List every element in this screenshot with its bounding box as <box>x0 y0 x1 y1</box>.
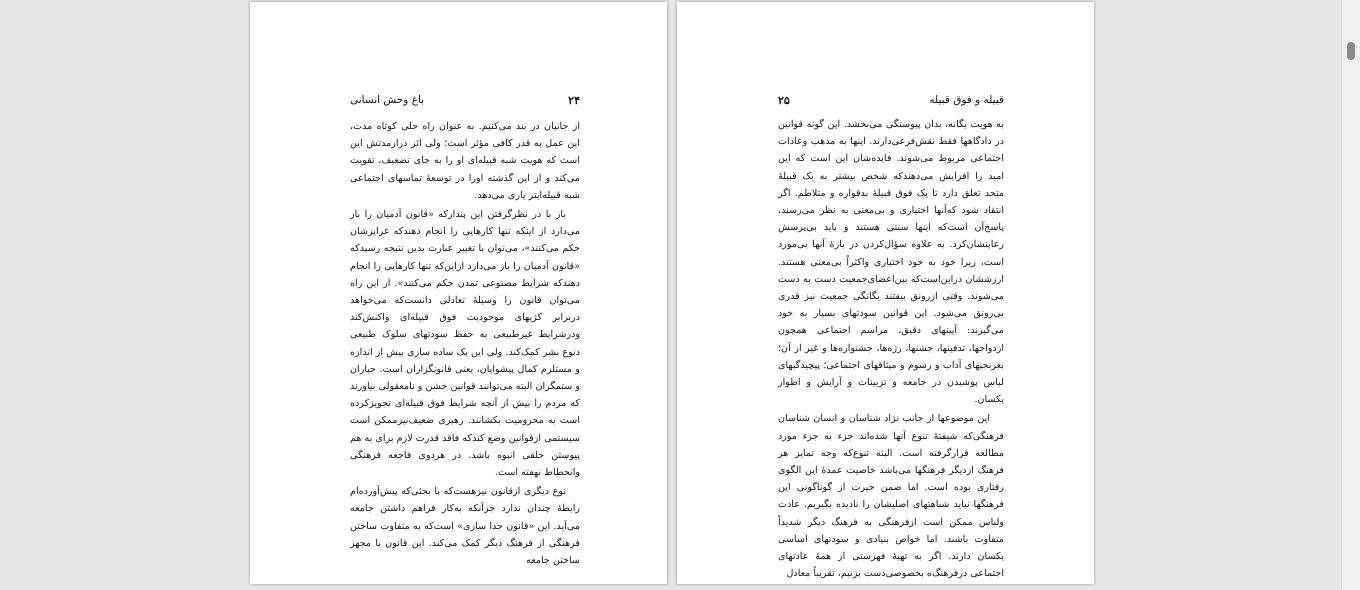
page-header <box>350 94 580 110</box>
page-header <box>778 94 1004 110</box>
paragraph: نوع دیگری ازقانون نیزهست‌که با بحثی‌که پیش‌آورده‌ام رابطهٔ چندان ندارد جزآنکه به‌کار فراهم داشتن جامعه می‌آید. این «قانون جدا سازی» است‌که به متفاوت ساختن فرهنگی از فرهنگ دیگر کمک می‌کند. این قانون با مجهز ساختن جامعه <box>350 486 580 567</box>
page-number: ۲۴ <box>568 94 580 107</box>
paragraph: به هویت یگانه، بدان پیوستگی می‌بخشد. این گونه قوانین در دادگاهها فقط نقش‌فرعی‌دارند. اینها به مذهب وعادات اجتماعی مربوط می‌شوند. فایده‌شان این است که این امید را افزایش می‌دهندکه شخص بیشتر به یک قبیلهٔ متحد تعلق دارد تا یک فوق قبیلهٔ بدقواره و متلاطم. اگر انتقاد شود که‌آنها اختیاری و بی‌معنی به نظر می‌رسند، پاسخ‌آن است‌که اینها سنتی هستند و باید بی‌پرسش رعایتشان‌کرد. به علاوه سؤال‌کردن در بارهٔ آنها بی‌مورد است، زیرا خود به خود اختیاری واکثراً بی‌معنی هستند. ارزششان دراین‌است‌که بین‌اعضای‌جمعیت دست به دست می‌شوند. وقتی ازرونق بیفتند یگانگی جمعیت نیز قدری بی‌رونق می‌شود. این قوانین سودتهای بسیار به خود می‌گیرند: آیینهای دقیق، مراسم اجتماعی همچون ازدواجها، تدفینها، جشنها، رژه‌ها، جشنواره‌ها و غیر از آن؛ بغرنجیهای آداب و رسوم و میثاقهای اجتماعی؛ پیچیدگیهای لباس پوشیدن در جامعه و تزیینات و آرایش و اطوار یکسان. <box>778 119 1004 406</box>
paragraph: این موضوعها از جانب نژاد شناسان و انسان شناسان فرهنگی‌که شیفتهٔ تنوع آنها شده‌اند جزء به جزء مورد مطالعه قرارگرفته است. البته تنوع‌که وجه تمایز هر فرهنگ ازدیگر فرهنگها می‌باشد خاصیت عمدهٔ این الگوی رفتاری بوده است. اما ضمن حیرت از گوناگونی این فرهنگها نباید شباهتهای اصلیشان را نادیده بگیریم. عادت ولباس ممکن است ازفرهنگی به فرهنگ دیگر شدیداً متفاوت باشند. اما خواص بنیادی و سودتهای اساسی یکسان دارند. اگر به تهیهٔ فهرستی از همهٔ عادتهای اجتماعی درفرهنگ‌ه بخصوصی‌دست بزنیم، تقریباً معادل <box>778 413 1004 580</box>
page-body <box>778 116 1004 582</box>
vertical-scrollbar[interactable] <box>1341 0 1360 590</box>
scrollbar-thumb[interactable] <box>1347 42 1355 60</box>
page-24 <box>250 2 667 584</box>
page-25 <box>677 2 1094 584</box>
paragraph: از جانیان در بند می‌کنیم. به عنوان راه حلی کوتاه مدت، این عمل به قدر کافی مؤثر است؛ ولی اثر درازمدتش این است که هویت شبه قبیله‌ای او را به جای تضعیف، تقویت می‌کند و از این گذشته اورا در توسعهٔ تماسهای اجتماعی شبه قبیله‌ایتر یاری می‌دهد. <box>350 121 580 201</box>
running-head: قبیله و فوق قبیله <box>929 94 1004 106</box>
paragraph: باز با در نظرگرفتن این پندارکه «قانون آدمیان را باز می‌دارد از اینکه تنها کارهایی را انجام دهندکه غرایزشان حکم می‌کنند»، می‌توان با تغییر عبارت بدین نتیجه رسیدکه «قانون آدمیان را باز می‌دارد ازاین‌که تنها کارهایی را انجام دهندکه شرایط مصنوعی تمدن حکم می‌کنند». از این راه می‌توان قانون را وسیلهٔ تعادلی دانست‌که می‌خواهد دربرابر کژیهای موجودیت فوق قبیله‌ای واکنش‌کند ودرشرایط غیرطبیعی به حفظ سودتهای سلوک طبیعی دنوع بشر کمک‌کند. ولی این یک ساده سازی بیش از اندازه و مستلزم کمال پیشوایان، یعنی قانونگزاران است. جباران و ستمگران البته می‌توانند قوانین خشن و نامعقولی بیاورند که مردم را بیش از آنچه شرایط فوق قبیله‌ای تجویزکرده است به محرومیت بکشانند. رهبری ضعیف‌نیزممکن است سیستمی ازقوانین وضع کندکه فاقد قدرت لازم برای به هم پیوستن خلقی انبوه باشد. در هردوی فاجعه فرهنگی وانحطاط نهفته است. <box>350 209 580 479</box>
page-body <box>350 118 580 569</box>
page-number: ۲۵ <box>778 94 790 107</box>
running-head: باغ وحش انسانی <box>350 94 425 106</box>
